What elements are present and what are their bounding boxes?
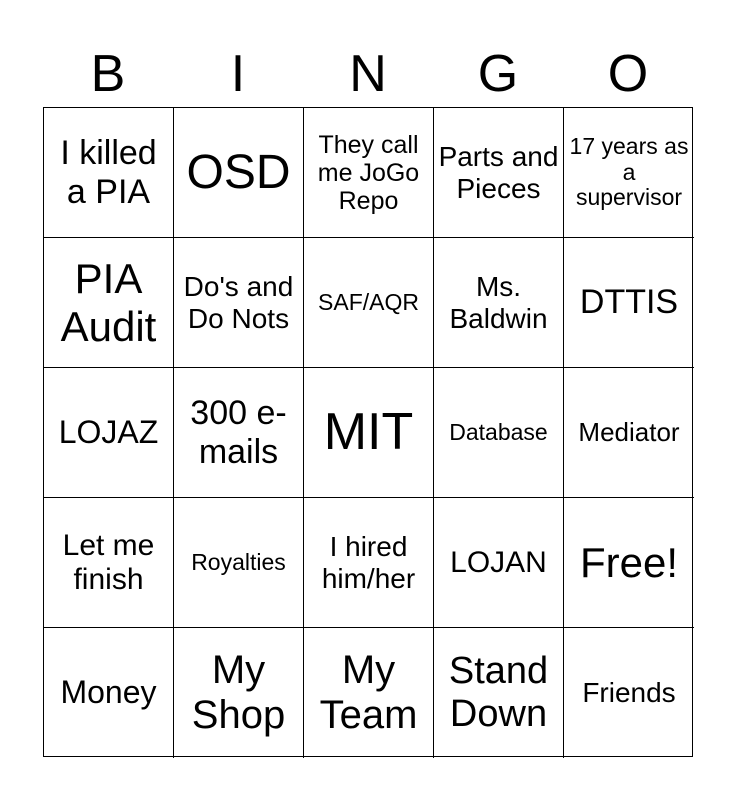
bingo-cell-r1c4[interactable]: Parts and Pieces — [434, 108, 564, 238]
header-letter-o: O — [607, 45, 649, 103]
bingo-cell-r3c1[interactable]: LOJAZ — [44, 368, 174, 498]
bingo-card — [43, 107, 693, 757]
bingo-cell-r1c1[interactable]: I killed a PIA — [44, 108, 174, 238]
bingo-cell-r5c4[interactable]: Stand Down — [434, 628, 564, 758]
bingo-cell-r1c3[interactable]: They call me JoGo Repo — [304, 108, 434, 238]
bingo-cell-r2c2[interactable]: Do's and Do Nots — [174, 238, 304, 368]
bingo-cell-r2c1[interactable]: PIA Audit — [44, 238, 174, 368]
bingo-cell-r2c5[interactable]: DTTIS — [564, 238, 694, 368]
header-letter-g: G — [477, 45, 519, 103]
header-letter-i: I — [230, 45, 246, 103]
bingo-cell-r5c2[interactable]: My Shop — [174, 628, 304, 758]
bingo-cell-r3c2[interactable]: 300 e-mails — [174, 368, 304, 498]
bingo-cell-r4c2[interactable]: Royalties — [174, 498, 304, 628]
bingo-cell-r3c4[interactable]: Database — [434, 368, 564, 498]
header-letter-n: N — [349, 45, 387, 103]
bingo-cell-r5c1[interactable]: Money — [44, 628, 174, 758]
bingo-cell-r2c4[interactable]: Ms. Baldwin — [434, 238, 564, 368]
bingo-cell-r3c3[interactable]: MIT — [304, 368, 434, 498]
bingo-cell-r4c4[interactable]: LOJAN — [434, 498, 564, 628]
bingo-cell-r1c5[interactable]: 17 years as a supervisor — [564, 108, 694, 238]
bingo-cell-r4c3[interactable]: I hired him/her — [304, 498, 434, 628]
bingo-cell-r4c5[interactable]: Free! — [564, 498, 694, 628]
bingo-header — [43, 40, 693, 108]
bingo-cell-r1c2[interactable]: OSD — [174, 108, 304, 238]
bingo-cell-r3c5[interactable]: Mediator — [564, 368, 694, 498]
bingo-cell-r5c5[interactable]: Friends — [582, 677, 676, 709]
header-letter-b: B — [90, 45, 126, 103]
bingo-cell-r4c1[interactable]: Let me finish — [44, 498, 174, 628]
bingo-cell-r5c3[interactable]: My Team — [304, 628, 434, 758]
bingo-cell-r2c3[interactable]: SAF/AQR — [304, 238, 434, 368]
